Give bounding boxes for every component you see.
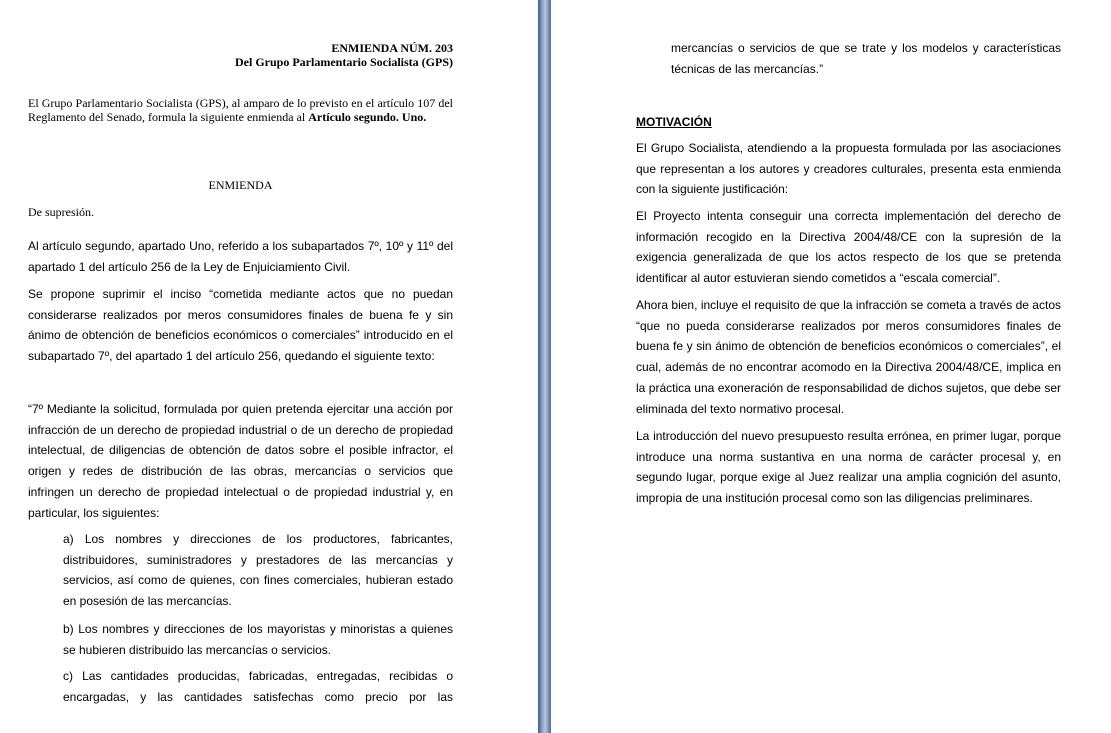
intro-line-2: Reglamento del Senado, formula la siguiente enmienda al Artículo segundo. Uno.	[28, 110, 427, 124]
motivation-paragraph-4: La introducción del nuevo presupuesto resulta errónea, en primer lugar, porque introduce una norma sustantiva en una norma de carácter procesal y, en segundo lugar, porque exige al Juez realizar una amplia cognición del asunto, impropia de una institución procesal como son las diligencias preliminares.	[636, 429, 1061, 506]
amendment-type: De supresión.	[28, 205, 94, 219]
list-item-c-continuation: mercancías o servicios de que se trate y los modelos y características técnicas de las mercancías.”	[671, 41, 1061, 76]
list-item-a: a) Los nombres y direcciones de los productores, fabricantes, distribuidores, suministradores y prestadores de las mercancías y servicios, así como de quienes, con fines comerciales, hubieran estado en posesión de las mercancías.	[63, 532, 453, 609]
section-title-enmienda: ENMIENDA	[208, 178, 273, 192]
intro-line-1: El Grupo Parlamentario Socialista (GPS), al amparo de lo previsto en el artículo 107 del	[28, 96, 453, 110]
motivation-paragraph-3: Ahora bien, incluye el requisito de que la infracción se cometa a través de actos “que no pueda considerarse realizados por meros consumidores finales de buena fe y sin ánimo de obtención de beneficios económicos o comerciales”, el cual, además de no encontrar acomodo en la Directiva 2004/48/CE, implica en la práctica una exoneración de responsabilidad de dichos sujetos, que debe ser eliminada del texto normativo procesal.	[636, 298, 1061, 416]
intro-article-reference: Artículo segundo. Uno.	[308, 110, 427, 124]
paragraph-proposal: Se propone suprimir el inciso “cometida mediante actos que no puedan considerarse realizados por meros consumidores finales de buena fe y sin ánimo de obtención de beneficios económicos o comerciales” introducido en el subapartado 7º, del apartado 1 del artículo 256, quedando el siguiente texto:	[28, 287, 453, 364]
amendment-header	[28, 41, 453, 69]
list-item-c: c) Las cantidades producidas, fabricadas, entregadas, recibidas o encargadas, y las cantidades satisfechas como precio por las	[63, 669, 453, 704]
amendment-group: Del Grupo Parlamentario Socialista (GPS)	[235, 55, 453, 69]
amendment-number: ENMIENDA NÚM. 203	[331, 41, 453, 55]
document-page-right	[551, 0, 1111, 733]
document-page-left	[0, 0, 538, 733]
page-gutter	[538, 0, 551, 733]
paragraph-article-reference: Al artículo segundo, apartado Uno, referido a los subapartados 7º, 10º y 11º del apartado 1 del artículo 256 de la Ley de Enjuiciamiento Civil.	[28, 239, 453, 274]
motivation-paragraph-1: El Grupo Socialista, atendiendo a la propuesta formulada por las asociaciones que representan a los autores y creadores culturales, presenta esta enmienda con la siguiente justificación:	[636, 141, 1061, 197]
motivation-paragraph-2: El Proyecto intenta conseguir una correcta implementación del derecho de información recogido en la Directiva 2004/48/CE con la supresión de la exigencia generalizada de que los actos respecto de los que se pretenda identificar al autor estuvieran siendo cometidos a “escala comercial”.	[636, 209, 1061, 286]
motivation-title: MOTIVACIÓN	[636, 115, 712, 129]
quoted-text-7: “7º Mediante la solicitud, formulada por quien pretenda ejercitar una acción por infracción de un derecho de propiedad industrial o de un derecho de propiedad intelectual, de diligencias de obtención de datos sobre el posible infractor, el origen y redes de distribución de las obras, mercancías o servicios que infringen un derecho de propiedad intelectual o de propiedad industrial y, en particular, los siguientes:	[28, 402, 453, 520]
intro-paragraph	[28, 96, 453, 124]
list-item-b: b) Los nombres y direcciones de los mayoristas y minoristas a quienes se hubieren distribuido las mercancías o servicios.	[63, 622, 453, 657]
